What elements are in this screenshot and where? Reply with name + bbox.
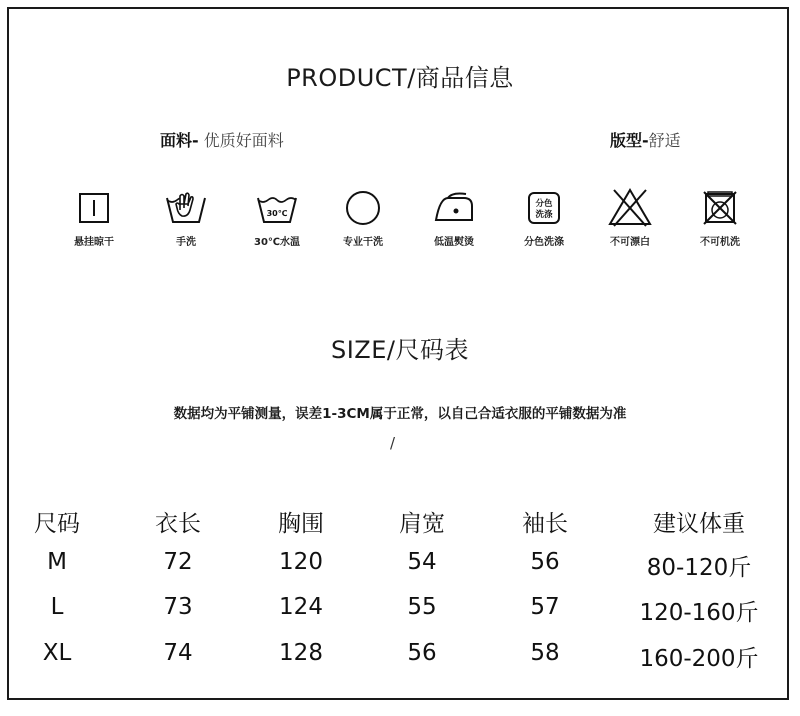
cell-sleeve: 56 bbox=[530, 549, 560, 575]
care-item-separate-wash bbox=[499, 186, 589, 248]
cell-chest: 120 bbox=[279, 549, 323, 575]
care-label: 分色洗涤 bbox=[524, 237, 564, 248]
fit-key: 版型- bbox=[610, 131, 649, 150]
care-label: 30℃水温 bbox=[253, 237, 301, 248]
table-row bbox=[0, 640, 800, 680]
wash-temp-text: 30℃ bbox=[266, 209, 288, 218]
care-label: 悬挂晾干 bbox=[74, 237, 114, 248]
table-row bbox=[0, 594, 800, 634]
fit-value: 舒适 bbox=[648, 131, 681, 150]
measurement-note: 数据均为平铺测量，误差1-3CM属于正常，以自己合适衣服的平铺数据为准 bbox=[173, 406, 627, 422]
fit-info bbox=[610, 128, 681, 151]
cell-shoulder: 56 bbox=[407, 640, 437, 666]
care-item-hand-wash bbox=[141, 186, 231, 248]
header-weight: 建议体重 bbox=[653, 511, 745, 537]
cell-weight: 120-160斤 bbox=[639, 600, 759, 626]
header-size: 尺码 bbox=[34, 511, 80, 537]
fabric-key: 面料- bbox=[160, 131, 199, 150]
cell-size: L bbox=[50, 594, 64, 620]
cell-shoulder: 55 bbox=[407, 594, 437, 620]
table-row bbox=[0, 549, 800, 589]
separate-wash-icon bbox=[522, 186, 566, 230]
care-item-hang-dry bbox=[49, 186, 139, 248]
wash-30c-icon bbox=[255, 186, 299, 230]
header-shoulder: 肩宽 bbox=[399, 511, 445, 537]
separate-wash-text-2: 洗涤 bbox=[535, 210, 553, 220]
cell-size: M bbox=[47, 549, 67, 575]
low-iron-icon bbox=[432, 186, 476, 230]
care-item-wash-30c bbox=[232, 186, 322, 248]
care-item-dry-clean bbox=[318, 186, 408, 248]
hand-wash-icon bbox=[164, 186, 208, 230]
cell-sleeve: 58 bbox=[530, 640, 560, 666]
cell-weight: 160-200斤 bbox=[639, 646, 759, 672]
dry-clean-icon bbox=[341, 186, 385, 230]
cell-size: XL bbox=[42, 640, 72, 666]
separate-wash-text-1: 分色 bbox=[535, 199, 553, 209]
no-machine-wash-icon bbox=[698, 186, 742, 230]
cell-sleeve: 57 bbox=[530, 594, 560, 620]
cell-weight: 80-120斤 bbox=[646, 555, 752, 581]
header-chest: 胸围 bbox=[278, 511, 324, 537]
care-label: 手洗 bbox=[176, 237, 196, 248]
care-instructions bbox=[0, 186, 800, 256]
cell-length: 72 bbox=[163, 549, 193, 575]
product-info-title: PRODUCT/商品信息 bbox=[286, 64, 514, 92]
hang-dry-icon bbox=[72, 186, 116, 230]
no-bleach-icon bbox=[608, 186, 652, 230]
care-label: 不可机洗 bbox=[700, 237, 740, 248]
cell-length: 73 bbox=[163, 594, 193, 620]
care-label: 不可漂白 bbox=[610, 237, 650, 248]
fabric-info bbox=[160, 128, 284, 151]
header-sleeve: 袖长 bbox=[522, 511, 568, 537]
fabric-value: 优质好面料 bbox=[198, 131, 284, 150]
cell-chest: 124 bbox=[279, 594, 323, 620]
care-item-no-machine-wash bbox=[675, 186, 765, 248]
slash-mark: / bbox=[390, 434, 396, 452]
care-item-no-bleach bbox=[585, 186, 675, 248]
size-chart-title: SIZE/尺码表 bbox=[330, 336, 469, 364]
care-label: 专业干洗 bbox=[343, 237, 383, 248]
cell-shoulder: 54 bbox=[407, 549, 437, 575]
cell-length: 74 bbox=[163, 640, 193, 666]
header-length: 衣长 bbox=[155, 511, 201, 537]
care-item-low-iron bbox=[409, 186, 499, 248]
size-table-header bbox=[0, 505, 800, 545]
cell-chest: 128 bbox=[279, 640, 323, 666]
care-label: 低温熨烫 bbox=[434, 237, 474, 248]
